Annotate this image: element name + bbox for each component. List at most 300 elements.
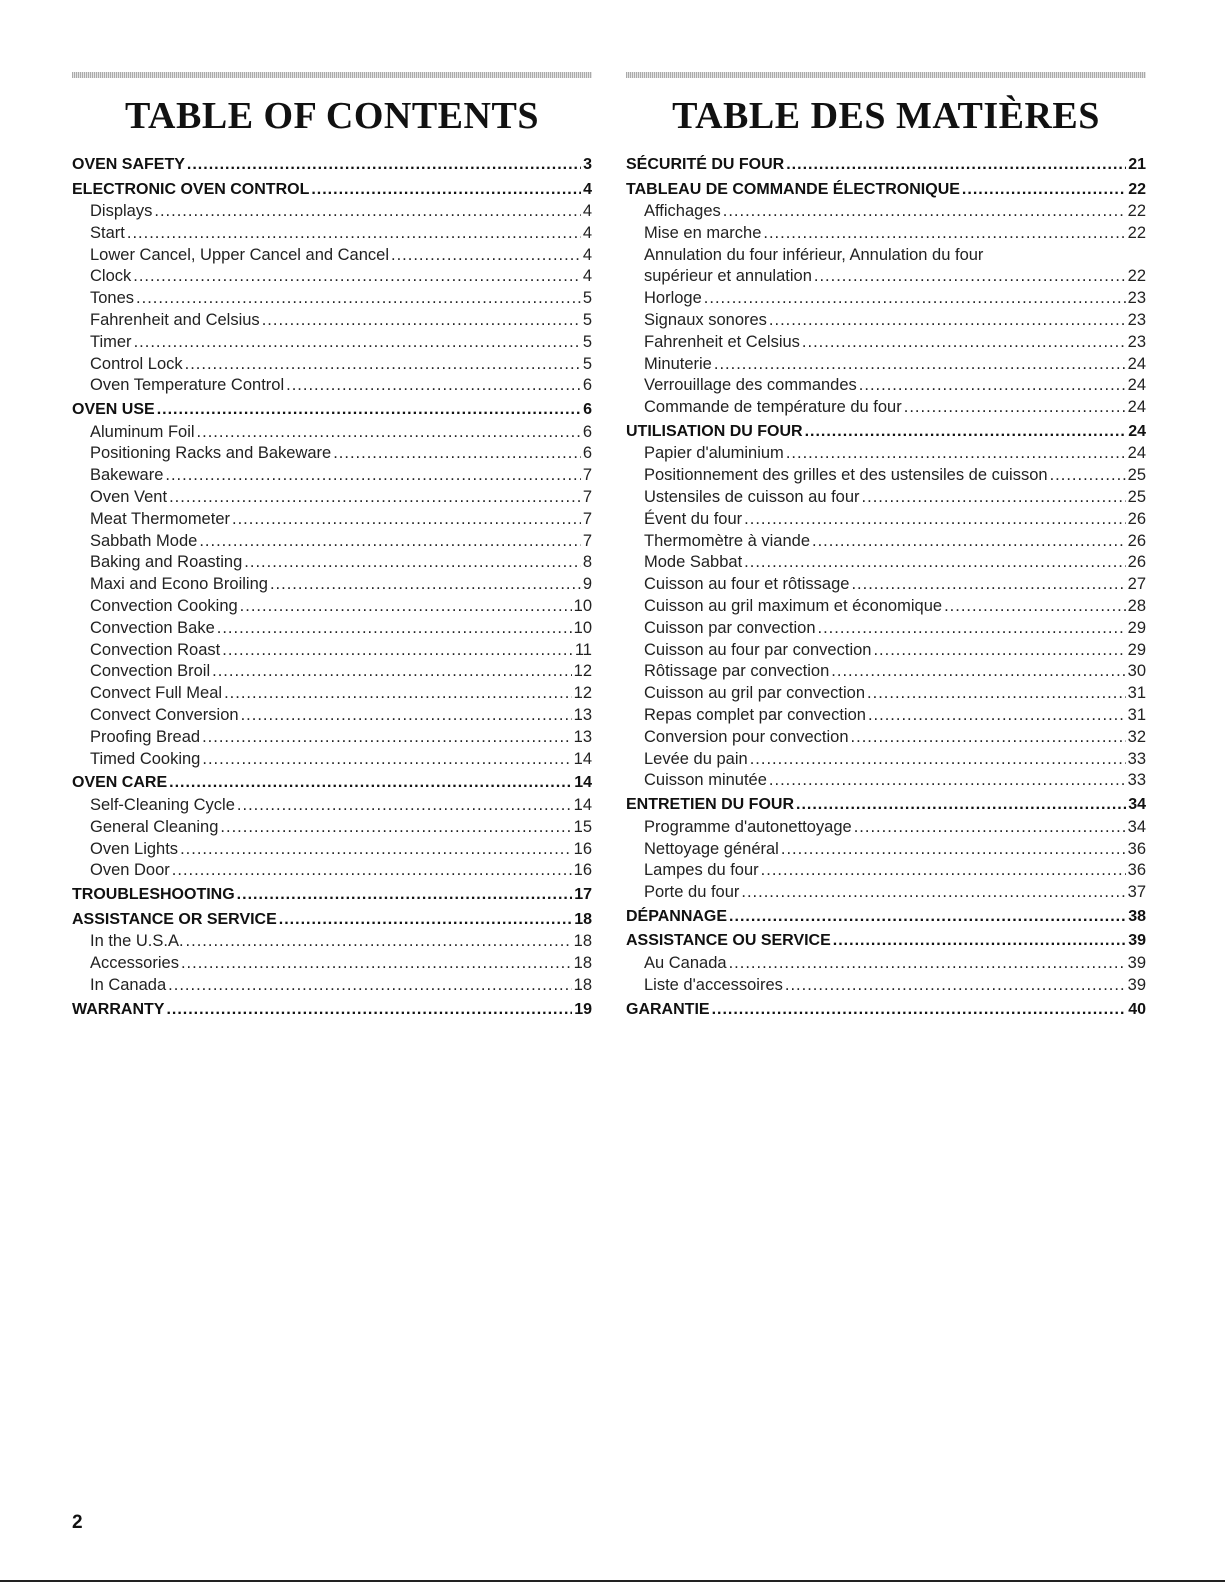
toc-subsection-entry[interactable] — [72, 705, 592, 727]
toc-entry-title: UTILISATION DU FOUR — [626, 422, 803, 440]
dot-leader — [224, 683, 572, 705]
toc-subsection-entry[interactable] — [626, 661, 1146, 683]
dot-leader — [262, 310, 581, 332]
dot-leader — [154, 201, 580, 223]
dot-leader — [311, 179, 581, 202]
dot-leader — [134, 332, 581, 354]
toc-page-number: 22 — [1127, 223, 1146, 242]
toc-page-number: 6 — [583, 401, 592, 419]
bottom-divider — [0, 1580, 1225, 1582]
toc-entry-title: ENTRETIEN DU FOUR — [626, 796, 794, 814]
toc-subsection-entry[interactable] — [72, 817, 592, 839]
dot-leader — [704, 288, 1126, 310]
dot-leader — [165, 465, 580, 487]
toc-section-entry[interactable] — [626, 999, 1146, 1022]
toc-entry-title: Programme d'autonettoyage — [644, 817, 852, 836]
toc-subsection-entry[interactable] — [72, 860, 592, 882]
decorative-rule — [626, 72, 1146, 78]
toc-subsection-entry[interactable] — [72, 487, 592, 509]
toc-entry-title: Cuisson au four et rôtissage — [644, 575, 850, 594]
toc-page-number: 23 — [1127, 289, 1146, 308]
toc-entry-title: Horloge — [644, 289, 702, 308]
dot-leader — [232, 509, 581, 531]
toc-page-number: 15 — [573, 817, 592, 836]
toc-entry-title: Aluminum Foil — [90, 422, 195, 441]
toc-page-number: 18 — [574, 910, 592, 928]
toc-page-number: 29 — [1127, 640, 1146, 659]
toc-entry-title: Levée du pain — [644, 749, 748, 768]
dot-leader — [279, 909, 572, 932]
toc-entry-title: Verrouillage des commandes — [644, 376, 857, 395]
toc-entry-title: Affichages — [644, 202, 721, 220]
toc-entry-title: Cuisson au four par convection — [644, 640, 872, 659]
dot-leader — [805, 421, 1127, 444]
toc-entry-title: Fahrenheit and Celsius — [90, 310, 260, 329]
dot-leader — [333, 443, 581, 465]
toc-page-number: 39 — [1128, 932, 1146, 950]
toc-section-entry[interactable] — [626, 421, 1146, 444]
toc-subsection-entry[interactable] — [626, 531, 1146, 553]
toc-entry-title: SÉCURITÉ DU FOUR — [626, 156, 785, 173]
toc-page-number: 8 — [582, 553, 592, 572]
toc-page-number: 32 — [1127, 727, 1146, 746]
toc-entry-title: Annulation du four inférieur, Annulation du four — [644, 245, 984, 264]
toc-page-number: 26 — [1127, 553, 1146, 572]
toc-subsection-entry[interactable] — [626, 640, 1146, 662]
toc-subsection-entry[interactable] — [72, 749, 592, 771]
dot-leader — [802, 332, 1126, 354]
toc-subsection-entry[interactable] — [626, 705, 1146, 727]
toc-section-entry[interactable] — [626, 930, 1146, 953]
toc-entry-title: OVEN SAFETY — [72, 156, 185, 173]
dot-leader — [785, 975, 1126, 997]
toc-page-number: 6 — [582, 444, 592, 463]
dot-leader — [270, 574, 581, 596]
toc-subsection-entry[interactable] — [72, 422, 592, 444]
toc-entry-title: WARRANTY — [72, 1000, 165, 1018]
toc-entry-title: Cuisson au gril par convection — [644, 684, 866, 703]
toc-page-number: 34 — [1128, 796, 1146, 814]
toc-list — [72, 154, 592, 1021]
dot-leader — [714, 354, 1126, 376]
dot-leader — [831, 661, 1125, 683]
toc-entry-title: Maxi and Econo Broiling — [90, 575, 268, 594]
toc-page-number: 4 — [582, 202, 592, 220]
toc-entry-continuation — [644, 266, 1146, 288]
dot-leader — [741, 882, 1125, 904]
dot-leader — [812, 531, 1126, 553]
toc-subsection-entry[interactable] — [626, 552, 1146, 574]
toc-page-number: 4 — [583, 180, 592, 198]
toc-entry-title: Positioning Racks and Bakeware — [90, 444, 332, 463]
toc-subsection-entry[interactable] — [72, 640, 592, 662]
toc-subsection-entry[interactable] — [626, 223, 1146, 245]
dot-leader — [818, 618, 1126, 640]
toc-page-number: 24 — [1127, 444, 1146, 463]
toc-page-number: 14 — [573, 749, 592, 768]
toc-entry-title: Baking and Roasting — [90, 553, 243, 572]
dot-leader — [862, 487, 1126, 509]
toc-subsection-entry[interactable] — [72, 443, 592, 465]
toc-entry-title: Self-Cleaning Cycle — [90, 795, 235, 814]
toc-page-number: 6 — [582, 376, 592, 395]
toc-subsection-entry[interactable] — [72, 795, 592, 817]
dot-leader — [859, 375, 1126, 397]
toc-page-number: 4 — [582, 245, 592, 264]
dot-leader — [729, 906, 1126, 929]
toc-page-number: 7 — [582, 466, 592, 485]
toc-entry-title: ASSISTANCE OU SERVICE — [626, 932, 831, 950]
toc-entry-title: Convection Roast — [90, 640, 221, 659]
toc-page-number: 38 — [1128, 907, 1146, 925]
dot-leader — [237, 884, 573, 907]
dot-leader — [237, 795, 572, 817]
toc-subsection-entry[interactable] — [72, 661, 592, 683]
toc-page-number: 22 — [1127, 267, 1146, 286]
dot-leader — [744, 509, 1125, 531]
dot-leader — [763, 223, 1125, 245]
toc-subsection-entry[interactable] — [626, 953, 1146, 975]
toc-entry-title: ASSISTANCE OR SERVICE — [72, 910, 277, 928]
toc-subsection-entry[interactable] — [626, 443, 1146, 465]
toc-page-number: 24 — [1127, 354, 1146, 373]
toc-entry-title: Bakeware — [90, 466, 164, 485]
toc-entry-title: Sabbath Mode — [90, 531, 198, 550]
toc-subsection-entry[interactable] — [72, 574, 592, 596]
toc-subsection-entry[interactable] — [72, 288, 592, 310]
toc-page-number: 5 — [582, 354, 592, 373]
toc-entry-title: Nettoyage général — [644, 839, 779, 858]
dot-leader — [168, 975, 571, 997]
toc-subsection-entry[interactable] — [72, 953, 592, 975]
toc-page-number: 18 — [573, 932, 592, 951]
toc-subsection-entry[interactable] — [626, 487, 1146, 509]
toc-section-entry[interactable] — [72, 154, 592, 177]
toc-page-number: 4 — [582, 223, 592, 242]
toc-subsection-entry[interactable] — [626, 860, 1146, 882]
toc-page-number: 39 — [1127, 953, 1146, 972]
toc-subsection-entry[interactable] — [72, 201, 592, 223]
toc-page-number: 33 — [1127, 771, 1146, 790]
toc-page-number: 18 — [573, 975, 592, 994]
dot-leader — [241, 705, 572, 727]
toc-subsection-entry[interactable] — [72, 552, 592, 574]
toc-page-number: 7 — [582, 488, 592, 507]
toc-subsection-entry[interactable] — [626, 975, 1146, 997]
toc-subsection-entry[interactable] — [626, 397, 1146, 419]
toc-subsection-entry[interactable] — [626, 332, 1146, 354]
toc-page-number: 10 — [573, 597, 592, 616]
toc-subsection-entry[interactable] — [72, 727, 592, 749]
dot-leader — [867, 683, 1126, 705]
toc-entry-title: Start — [90, 223, 125, 242]
toc-entry-title: Conversion pour convection — [644, 727, 849, 746]
toc-page-number: 33 — [1127, 749, 1146, 768]
toc-entry-title: Meat Thermometer — [90, 509, 230, 528]
toc-page-number: 12 — [573, 684, 592, 703]
toc-entry-title: In Canada — [90, 975, 167, 994]
toc-subsection-entry[interactable] — [626, 749, 1146, 771]
dot-leader — [851, 574, 1125, 596]
dot-leader — [240, 596, 572, 618]
toc-page-number: 21 — [1128, 156, 1146, 173]
toc-entry-title: Lampes du four — [644, 861, 759, 880]
dot-leader — [181, 953, 572, 975]
toc-page-number: 39 — [1127, 975, 1146, 994]
toc-page-number: 14 — [574, 774, 592, 792]
toc-section-entry[interactable] — [72, 909, 592, 932]
toc-page-number: 16 — [573, 839, 592, 858]
toc-page-number: 30 — [1127, 662, 1146, 681]
toc-entry-title: Convect Conversion — [90, 706, 239, 725]
dot-leader — [1050, 465, 1126, 487]
toc-page-number: 12 — [573, 662, 592, 681]
dot-leader — [944, 596, 1126, 618]
toc-entry-title: Displays — [90, 202, 153, 220]
dot-leader — [202, 727, 572, 749]
toc-entry-title: Mode Sabbat — [644, 553, 743, 572]
dot-leader — [769, 770, 1126, 792]
toc-subsection-entry[interactable] — [72, 618, 592, 640]
toc-page-number: 28 — [1127, 597, 1146, 616]
toc-subsection-entry[interactable] — [72, 223, 592, 245]
page-number: 2 — [72, 1512, 83, 1533]
toc-subsection-entry[interactable] — [72, 266, 592, 288]
dot-leader — [786, 154, 1126, 177]
toc-subsection-entry[interactable] — [626, 817, 1146, 839]
dot-leader — [814, 266, 1126, 288]
dot-leader — [854, 817, 1126, 839]
toc-entry-title: Évent du four — [644, 509, 743, 528]
toc-page-number: 24 — [1127, 398, 1146, 417]
toc-page-number: 26 — [1127, 531, 1146, 550]
toc-entry-title: Proofing Bread — [90, 727, 201, 746]
toc-entry-title: Rôtissage par convection — [644, 662, 830, 681]
toc-page-number: 6 — [582, 422, 592, 441]
toc-entry-title: Convect Full Meal — [90, 684, 223, 703]
toc-entry-title: Signaux sonores — [644, 310, 767, 329]
toc-page-number: 24 — [1127, 376, 1146, 395]
dot-leader — [723, 201, 1126, 223]
dot-leader — [185, 354, 581, 376]
toc-page-number: 5 — [582, 332, 592, 351]
toc-entry-title: Positionnement des grilles et des ustensiles de cuisson — [644, 466, 1048, 485]
toc-page-number: 13 — [573, 727, 592, 746]
toc-entry-title: Lower Cancel, Upper Cancel and Cancel — [90, 245, 389, 264]
toc-entry-title: Ustensiles de cuisson au four — [644, 488, 860, 507]
toc-subsection-entry[interactable] — [626, 310, 1146, 332]
toc-subsection-entry[interactable] — [72, 839, 592, 861]
dot-leader — [180, 839, 572, 861]
toc-subsection-entry[interactable] — [72, 931, 592, 953]
toc-subsection-entry[interactable] — [626, 509, 1146, 531]
dot-leader — [873, 640, 1125, 662]
dot-leader — [391, 245, 581, 267]
toc-page-number: 36 — [1127, 861, 1146, 880]
toc-column-french — [626, 72, 1146, 1021]
toc-entry-title: TABLEAU DE COMMANDE ÉLECTRONIQUE — [626, 180, 960, 198]
toc-page-number: 26 — [1127, 509, 1146, 528]
toc-entry-title: GARANTIE — [626, 1000, 710, 1018]
dot-leader — [220, 817, 571, 839]
toc-page-number: 31 — [1127, 684, 1146, 703]
toc-page-number: 36 — [1127, 839, 1146, 858]
toc-section-entry[interactable] — [72, 999, 592, 1022]
toc-subsection-entry[interactable] — [72, 354, 592, 376]
toc-entry-title: Mise en marche — [644, 223, 762, 242]
toc-entry-title: Control Lock — [90, 354, 183, 373]
toc-page-number: 14 — [573, 795, 592, 814]
dot-leader — [169, 772, 572, 795]
dot-leader — [833, 930, 1126, 953]
toc-entry-title: OVEN USE — [72, 401, 155, 419]
dot-leader — [166, 999, 572, 1022]
toc-page-number: 5 — [582, 310, 592, 329]
toc-subsection-entry[interactable] — [72, 596, 592, 618]
toc-column-english — [72, 72, 592, 1021]
toc-subsection-entry[interactable] — [72, 465, 592, 487]
toc-page-number: 16 — [573, 861, 592, 880]
toc-page-number: 19 — [574, 1000, 592, 1018]
toc-subsection-entry[interactable] — [626, 201, 1146, 223]
toc-entry-title: Liste d'accessoires — [644, 975, 783, 994]
toc-subsection-entry[interactable] — [72, 245, 592, 267]
toc-subsection-entry[interactable] — [72, 683, 592, 705]
toc-section-entry[interactable] — [626, 906, 1146, 929]
toc-entry-title: DÉPANNAGE — [626, 907, 728, 925]
toc-section-entry[interactable] — [626, 794, 1146, 817]
toc-subsection-entry[interactable] — [72, 332, 592, 354]
toc-entry-title-continued: supérieur et annulation — [644, 267, 812, 286]
toc-subsection-entry[interactable] — [626, 465, 1146, 487]
toc-subsection-entry[interactable] — [72, 310, 592, 332]
toc-subsection-entry[interactable] — [626, 288, 1146, 310]
dot-leader — [199, 531, 580, 553]
toc-entry-title: OVEN CARE — [72, 774, 168, 792]
dot-leader — [212, 661, 572, 683]
toc-page-number: 9 — [582, 575, 592, 594]
toc-subsection-entry[interactable] — [72, 975, 592, 997]
toc-entry-title: Oven Temperature Control — [90, 376, 285, 395]
dot-leader — [169, 487, 581, 509]
dot-leader — [217, 618, 572, 640]
dot-leader — [750, 749, 1126, 771]
toc-entry-title: Repas complet par convection — [644, 706, 866, 725]
toc-subsection-entry[interactable] — [626, 770, 1146, 792]
toc-page-number: 4 — [582, 267, 592, 286]
toc-subsection-entry[interactable] — [626, 245, 1146, 289]
toc-page-number: 5 — [582, 289, 592, 308]
dot-leader — [712, 999, 1127, 1022]
toc-entry-title: Timed Cooking — [90, 749, 201, 768]
toc-page-number: 18 — [573, 953, 592, 972]
toc-section-entry[interactable] — [626, 179, 1146, 202]
toc-entry-title: Au Canada — [644, 953, 727, 972]
toc-entry-title: In the U.S.A. — [90, 932, 184, 951]
dot-leader — [769, 310, 1126, 332]
toc-page-number: 25 — [1127, 466, 1146, 485]
toc-subsection-entry[interactable] — [626, 574, 1146, 596]
toc-list — [626, 154, 1146, 1021]
toc-page-number: 24 — [1128, 422, 1146, 440]
dot-leader — [786, 443, 1126, 465]
toc-entry-title: Cuisson minutée — [644, 771, 767, 790]
toc-entry-title: Tones — [90, 289, 135, 308]
toc-entry-title: Oven Lights — [90, 839, 179, 858]
toc-section-entry[interactable] — [626, 154, 1146, 177]
dot-leader — [186, 931, 572, 953]
dot-leader — [796, 794, 1126, 817]
dot-leader — [136, 288, 581, 310]
toc-subsection-entry[interactable] — [626, 727, 1146, 749]
page-title: TABLE OF CONTENTS — [125, 95, 539, 137]
toc-subsection-entry[interactable] — [72, 375, 592, 397]
toc-subsection-entry[interactable] — [72, 509, 592, 531]
page-title: TABLE DES MATIÈRES — [672, 95, 1100, 137]
toc-entry-title: Papier d'aluminium — [644, 444, 784, 463]
toc-entry-title: Oven Door — [90, 861, 170, 880]
dot-leader — [904, 397, 1126, 419]
dot-leader — [157, 399, 581, 422]
dot-leader — [197, 422, 581, 444]
dot-leader — [761, 860, 1126, 882]
dot-leader — [868, 705, 1126, 727]
toc-page-number: 11 — [574, 640, 592, 659]
toc-section-entry[interactable] — [72, 399, 592, 422]
toc-section-entry[interactable] — [72, 179, 592, 202]
toc-subsection-entry[interactable] — [626, 839, 1146, 861]
toc-page-number: 10 — [573, 618, 592, 637]
toc-page-number: 17 — [574, 886, 592, 904]
toc-entry-title: Cuisson par convection — [644, 618, 816, 637]
toc-entry-title: Convection Cooking — [90, 597, 238, 616]
toc-entry-title: Porte du four — [644, 883, 740, 902]
toc-section-entry[interactable] — [72, 772, 592, 795]
toc-page-number: 27 — [1127, 575, 1146, 594]
decorative-rule — [72, 72, 592, 78]
dot-leader — [851, 727, 1126, 749]
toc-page-number: 31 — [1127, 706, 1146, 725]
dot-leader — [133, 266, 581, 288]
toc-subsection-entry[interactable] — [626, 683, 1146, 705]
toc-entry-title: Timer — [90, 332, 132, 351]
toc-page-number: 37 — [1127, 883, 1146, 902]
toc-entry-title: Oven Vent — [90, 488, 168, 507]
toc-page-number: 3 — [583, 156, 592, 173]
dot-leader — [222, 640, 573, 662]
toc-entry-title: Fahrenheit et Celsius — [644, 332, 800, 351]
toc-subsection-entry[interactable] — [626, 354, 1146, 376]
toc-subsection-entry[interactable] — [626, 882, 1146, 904]
dot-leader — [187, 154, 581, 177]
toc-page-number: 23 — [1127, 310, 1146, 329]
toc-subsection-entry[interactable] — [626, 596, 1146, 618]
toc-entry-title: Convection Broil — [90, 662, 211, 681]
toc-entry-title: Minuterie — [644, 354, 712, 373]
toc-entry-title: ELECTRONIC OVEN CONTROL — [72, 180, 310, 198]
toc-subsection-entry[interactable] — [626, 618, 1146, 640]
toc-entry-title: Commande de température du four — [644, 398, 902, 417]
toc-page-number: 29 — [1127, 618, 1146, 637]
toc-entry-title: TROUBLESHOOTING — [72, 886, 235, 904]
toc-entry-title: General Cleaning — [90, 817, 219, 836]
toc-section-entry[interactable] — [72, 884, 592, 907]
toc-subsection-entry[interactable] — [626, 375, 1146, 397]
dot-leader — [127, 223, 581, 245]
toc-entry-title: Cuisson au gril maximum et économique — [644, 597, 943, 616]
dot-leader — [172, 860, 572, 882]
toc-subsection-entry[interactable] — [72, 531, 592, 553]
